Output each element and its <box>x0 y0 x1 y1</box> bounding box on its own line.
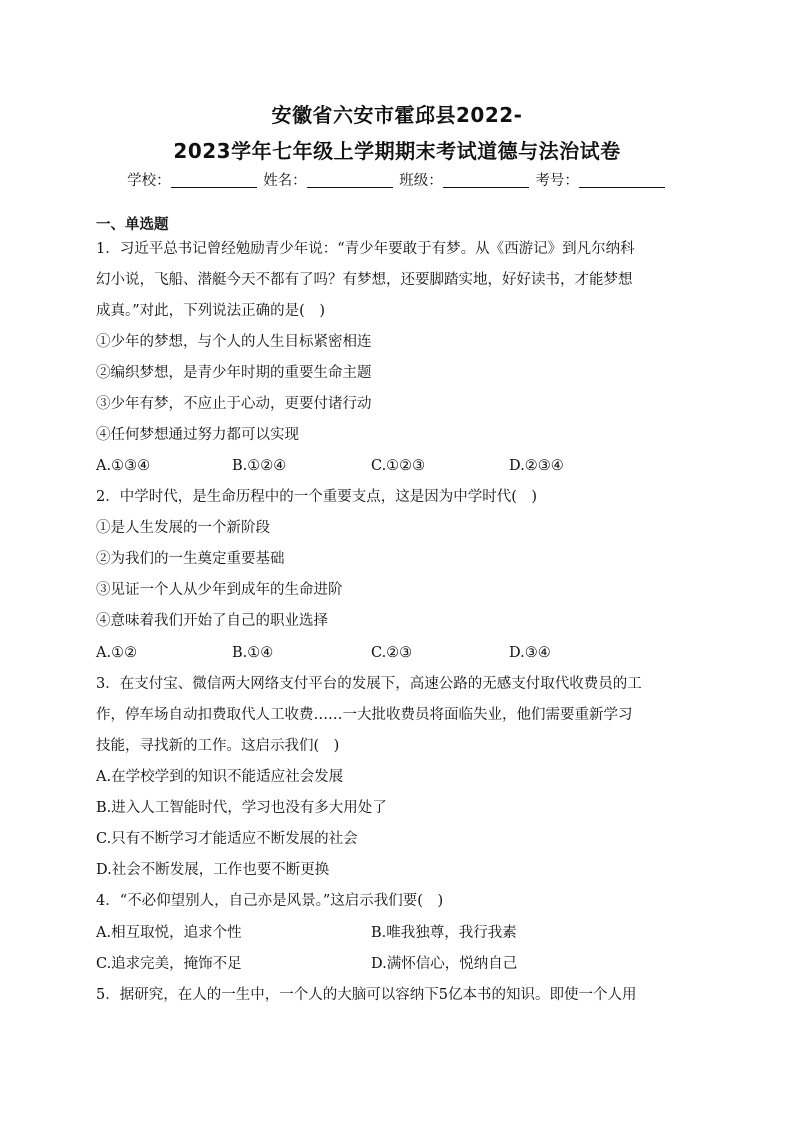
school-label: 学校： <box>127 173 171 189</box>
q2-stem-line-1: 2．中学时代，是生命历程中的一个重要支点，这是因为中学时代( ) <box>96 489 538 505</box>
q1-statement-2: ②编织梦想，是青少年时期的重要生命主题 <box>96 365 372 381</box>
q4-stem-line-1: 4．“不必仰望别人，自己亦是风景。”这启示我们要( ) <box>96 893 444 909</box>
q2-option-c: C.②③ <box>371 645 413 661</box>
q1-statement-1: ①少年的梦想，与个人的人生目标紧密相连 <box>96 334 372 350</box>
name-blank <box>307 172 393 188</box>
exam-title-line-2: 2023学年七年级上学期期末考试道德与法治试卷 <box>173 139 621 163</box>
q3-option-d: D.社会不断发展，工作也要不断更换 <box>96 862 330 878</box>
q3-option-a: A.在学校学到的知识不能适应社会发展 <box>96 769 344 785</box>
class-label: 班级： <box>399 173 443 189</box>
q2-option-d: D.③④ <box>509 645 551 661</box>
name-label: 姓名： <box>263 173 307 189</box>
school-blank <box>171 172 257 188</box>
q2-option-a: A.①② <box>96 645 138 661</box>
q1-stem-line-2: 幻小说，飞船、潜艇今天不都有了吗？有梦想，还要脚踏实地，好好读书，才能梦想 <box>96 272 633 288</box>
q4-option-b: B.唯我独尊，我行我素 <box>371 925 517 941</box>
q2-statement-4: ④意味着我们开始了自己的职业选择 <box>96 613 328 629</box>
q3-stem-line-1: 3．在支付宝、微信两大网络支付平台的发展下，高速公路的无感支付取代收费员的工 <box>96 676 642 692</box>
class-blank <box>443 172 529 188</box>
q3-stem-line-2: 作，停车场自动扣费取代人工收费……一大批收费员将面临失业，他们需要重新学习 <box>96 707 633 723</box>
q2-option-b: B.①④ <box>232 645 274 661</box>
student-info-row <box>0 171 794 191</box>
q2-statement-3: ③见证一个人从少年到成年的生命进阶 <box>96 582 343 598</box>
section-heading: 一、单选题 <box>96 217 169 233</box>
q1-option-c: C.①②③ <box>371 458 426 474</box>
q4-option-c: C.追求完美，掩饰不足 <box>96 956 242 972</box>
q1-statement-3: ③少年有梦，不应止于心动，更要付诸行动 <box>96 396 372 412</box>
q1-option-d: D.②③④ <box>509 458 564 474</box>
q1-stem-line-3: 成真。”对此，下列说法正确的是( ) <box>96 303 325 319</box>
q4-option-d: D.满怀信心，悦纳自己 <box>371 956 518 972</box>
q1-option-a: A.①③④ <box>96 458 151 474</box>
q4-option-a: A.相互取悦，追求个性 <box>96 925 242 941</box>
exam-title-line-1: 安徽省六安市霍邱县2022- <box>271 103 523 127</box>
q2-statement-1: ①是人生发展的一个新阶段 <box>96 520 270 536</box>
q3-stem-line-3: 技能，寻找新的工作。这启示我们( ) <box>96 738 340 754</box>
q1-option-b: B.①②④ <box>232 458 287 474</box>
q5-stem-line-1: 5．据研究，在人的一生中，一个人的大脑可以容纳下5亿本书的知识。即使一个人用 <box>96 987 637 1003</box>
q3-option-c: C.只有不断学习才能适应不断发展的社会 <box>96 831 358 847</box>
q1-stem-line-1: 1．习近平总书记曾经勉励青少年说：“青少年要敢于有梦。从《西游记》到凡尔纳科 <box>96 241 635 257</box>
number-label: 考号： <box>535 173 579 189</box>
q2-statement-2: ②为我们的一生奠定重要基础 <box>96 551 285 567</box>
q1-statement-4: ④任何梦想通过努力都可以实现 <box>96 427 299 443</box>
q3-option-b: B.进入人工智能时代，学习也没有多大用处了 <box>96 800 387 816</box>
number-blank <box>579 172 665 188</box>
